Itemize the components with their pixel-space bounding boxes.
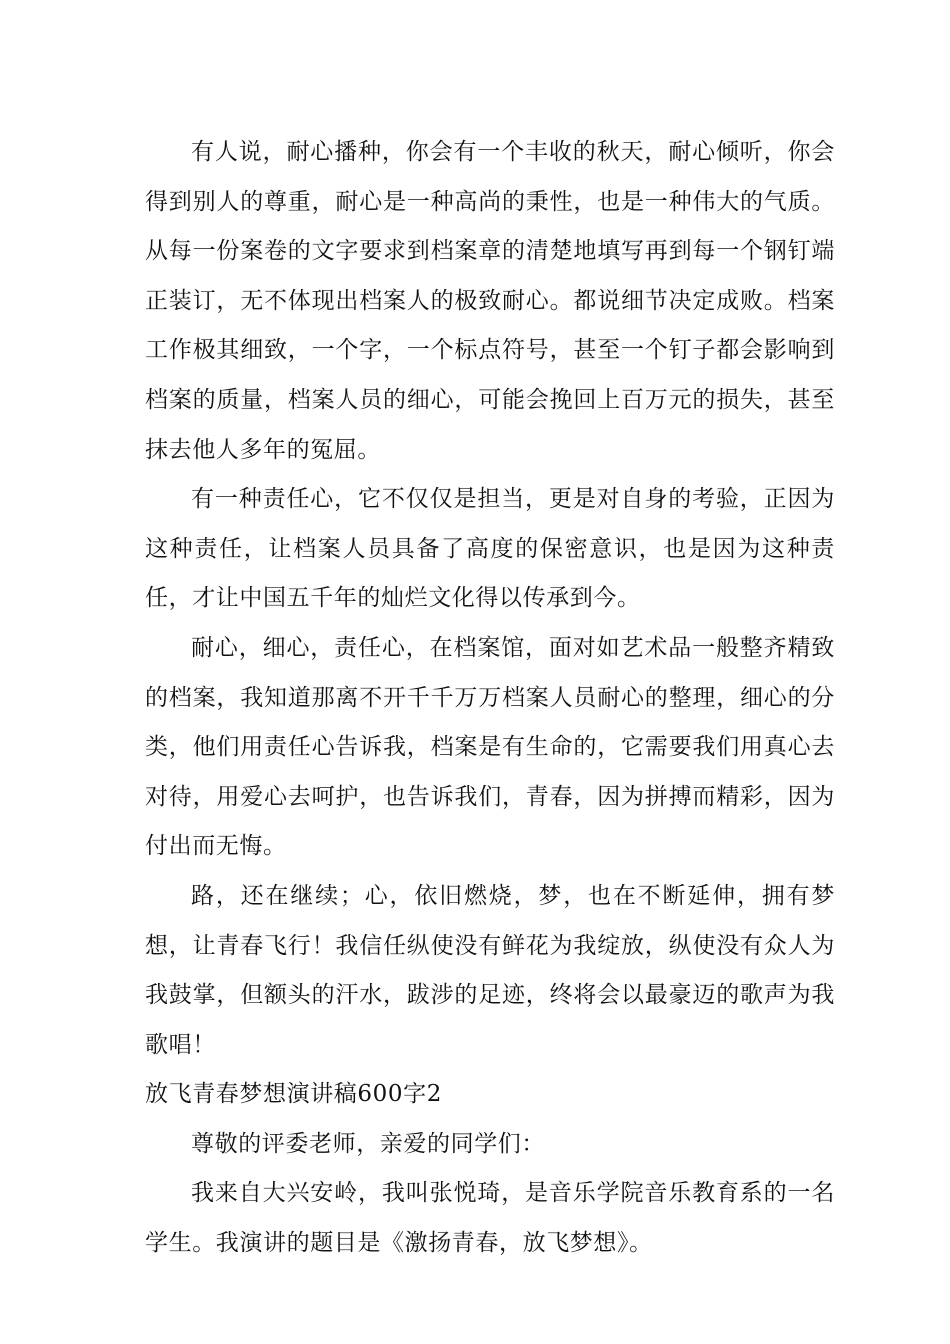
paragraph-intro: 我来自大兴安岭，我叫张悦琦，是音乐学院音乐教育系的一名学生。我演讲的题目是《激扬青春，放飞梦想》。 [145, 1180, 835, 1257]
document-body [145, 128, 835, 1269]
greeting: 尊敬的评委老师，亲爱的同学们： [191, 1130, 545, 1157]
paragraph-dream: 路，还在继续；心，依旧燃烧，梦，也在不断延伸，拥有梦想，让青春飞行！我信任纵使没有鲜花为我绽放，纵使没有众人为我鼓掌，但额头的汗水，跋涉的足迹，终将会以最豪迈的歌声为我歌唱！ [145, 882, 835, 1058]
paragraph-archives: 耐心，细心，责任心，在档案馆，面对如艺术品一般整齐精致的档案，我知道那离不开千千万万档案人员耐心的整理，细心的分类，他们用责任心告诉我，档案是有生命的，它需要我们用真心去对待，用爱心去呵护，也告诉我们，青春，因为拼搏而精彩，因为付出而无悔。 [145, 634, 835, 860]
section-title: 放飞青春梦想演讲稿600字2 [145, 1081, 442, 1108]
paragraph-patience: 有人说，耐心播种，你会有一个丰收的秋天，耐心倾听，你会得到别人的尊重，耐心是一种高尚的秉性，也是一种伟大的气质。从每一份案卷的文字要求到档案章的清楚地填写再到每一个钢钉端正装订，无不体现出档案人的极致耐心。都说细节决定成败。档案工作极其细致，一个字，一个标点符号，甚至一个钉子都会影响到档案的质量，档案人员的细心，可能会挽回上百万元的损失，甚至抹去他人多年的冤屈。 [145, 139, 835, 463]
paragraph-responsibility: 有一种责任心，它不仅仅是担当，更是对自身的考验，正因为这种责任，让档案人员具备了高度的保密意识，也是因为这种责任，才让中国五千年的灿烂文化得以传承到今。 [145, 486, 835, 612]
